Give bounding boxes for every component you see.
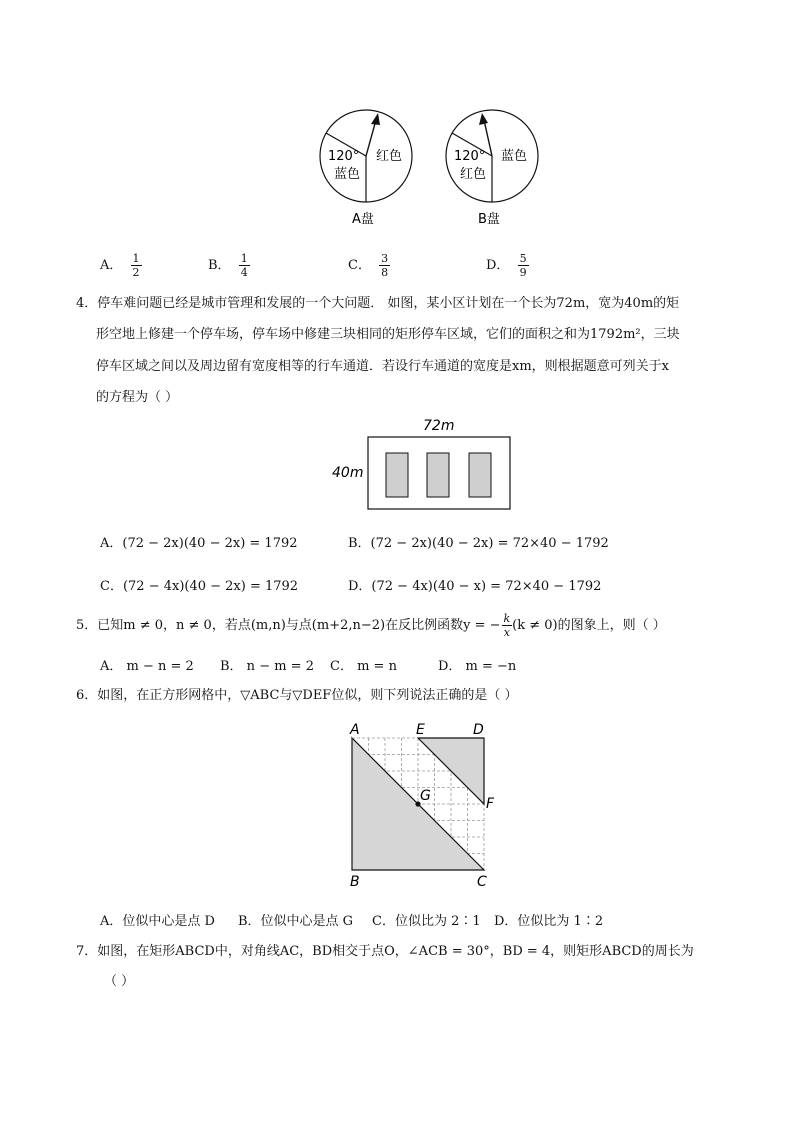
- spinner-discs-figure: [310, 100, 550, 235]
- q6-option-a[interactable]: A．位似中心是点 D: [100, 914, 215, 929]
- q3-option-c[interactable]: [348, 252, 390, 279]
- q5-frac-den: x: [503, 626, 510, 639]
- disc-b-caption: B盘: [478, 212, 500, 227]
- label-e: E: [416, 722, 425, 738]
- parking-lot-figure: [330, 412, 520, 512]
- disc-b-right-color: 蓝色: [501, 149, 528, 164]
- q5-option-a[interactable]: A． m − n = 2: [100, 659, 194, 674]
- label-f: F: [486, 796, 495, 812]
- label-g: G: [420, 788, 431, 804]
- disc-b: [446, 110, 538, 227]
- label-c: C: [477, 874, 487, 890]
- q7-line-2: （ ）: [104, 974, 135, 989]
- q5-option-d[interactable]: D． m = −n: [438, 659, 517, 674]
- q4-option-a[interactable]: A．(72 − 2x)(40 − 2x) = 1792: [100, 536, 298, 551]
- q3-option-b-label: B．: [208, 258, 231, 273]
- q6-option-c[interactable]: C．位似比为 2∶1: [372, 914, 481, 929]
- q5-option-b[interactable]: B． n − m = 2: [220, 659, 314, 674]
- q7-line-1: 7．如图，在矩形ABCD中，对角线AC，BD相交于点O，∠ACB = 30°，BD = 4，则矩形ABCD的周长为: [76, 944, 694, 959]
- arrow-icon: [479, 113, 488, 125]
- q4-line-1: 4．停车难问题已经是城市管理和发展的一个大问题． 如图，某小区计划在一个长为72m，宽为40m的矩: [76, 296, 680, 311]
- q6-option-d[interactable]: D．位似比为 1∶2: [494, 914, 604, 929]
- q3-option-c-num: 3: [381, 252, 389, 265]
- q5-text: 5．已知m ≠ 0，n ≠ 0，若点(m,n)与点(m+2,n−2)在反比例函数y = −: [76, 618, 501, 633]
- q4-line-3: 停车区域之间以及周边留有宽度相等的行车通道．若设行车通道的宽度是xm，则根据题意可列关于x: [96, 359, 669, 374]
- q5-frac-num: k: [503, 612, 511, 625]
- q3-option-d-den: 9: [519, 266, 527, 279]
- label-a: A: [350, 722, 360, 738]
- q6-stem: 6．如图，在正方形网格中，▽ABC与▽DEF位似，则下列说法正确的是（ ）: [76, 688, 518, 703]
- q3-option-c-den: 8: [381, 266, 389, 279]
- label-d: D: [473, 722, 484, 738]
- q3-option-d[interactable]: [486, 252, 529, 279]
- q3-option-a[interactable]: [100, 252, 142, 279]
- disc-a: [320, 110, 412, 227]
- disc-b-left-color: 红色: [460, 167, 487, 182]
- parking-area: [386, 453, 408, 497]
- parking-width-label: 40m: [332, 465, 364, 481]
- q4-line-2: 形空地上修建一个停车场，停车场中修建三块相同的矩形停车区域，它们的面积之和为1792m²，三块: [96, 327, 680, 342]
- q3-option-c-label: C．: [348, 258, 371, 273]
- q3-option-a-den: 2: [132, 266, 140, 279]
- arrow-icon: [371, 113, 380, 125]
- q5-option-c[interactable]: C． m = n: [330, 659, 397, 674]
- q3-option-a-label: A．: [100, 258, 123, 273]
- q4-option-b[interactable]: B．(72 − 2x)(40 − 2x) = 72×40 − 1792: [348, 536, 609, 551]
- q3-option-d-num: 5: [519, 252, 527, 265]
- disc-b-angle: 120°: [454, 149, 486, 164]
- disc-a-left-color: 蓝色: [334, 167, 361, 182]
- q3-option-b-den: 4: [240, 266, 248, 279]
- q3-option-d-label: D．: [486, 258, 510, 273]
- parking-area: [469, 453, 491, 497]
- q3-option-a-num: 1: [132, 252, 140, 265]
- q5-stem: [76, 612, 666, 640]
- parking-length-label: 72m: [423, 418, 455, 434]
- label-b: B: [350, 874, 360, 890]
- disc-a-caption: A盘: [352, 212, 374, 227]
- disc-a-angle: 120°: [328, 149, 360, 164]
- q3-option-b-num: 1: [240, 252, 248, 265]
- similar-triangles-figure: [340, 720, 510, 892]
- q6-option-b[interactable]: B．位似中心是点 G: [238, 914, 354, 929]
- q5-text-end: (k ≠ 0)的图象上，则（ ）: [512, 618, 666, 633]
- parking-area: [427, 453, 449, 497]
- disc-a-right-color: 红色: [376, 149, 403, 164]
- q4-line-4: 的方程为（ ）: [96, 390, 179, 405]
- q4-option-c[interactable]: C．(72 − 4x)(40 − 2x) = 1792: [100, 579, 299, 594]
- q3-option-b[interactable]: [208, 252, 250, 279]
- q4-option-d[interactable]: D．(72 − 4x)(40 − x) = 72×40 − 1792: [348, 579, 602, 594]
